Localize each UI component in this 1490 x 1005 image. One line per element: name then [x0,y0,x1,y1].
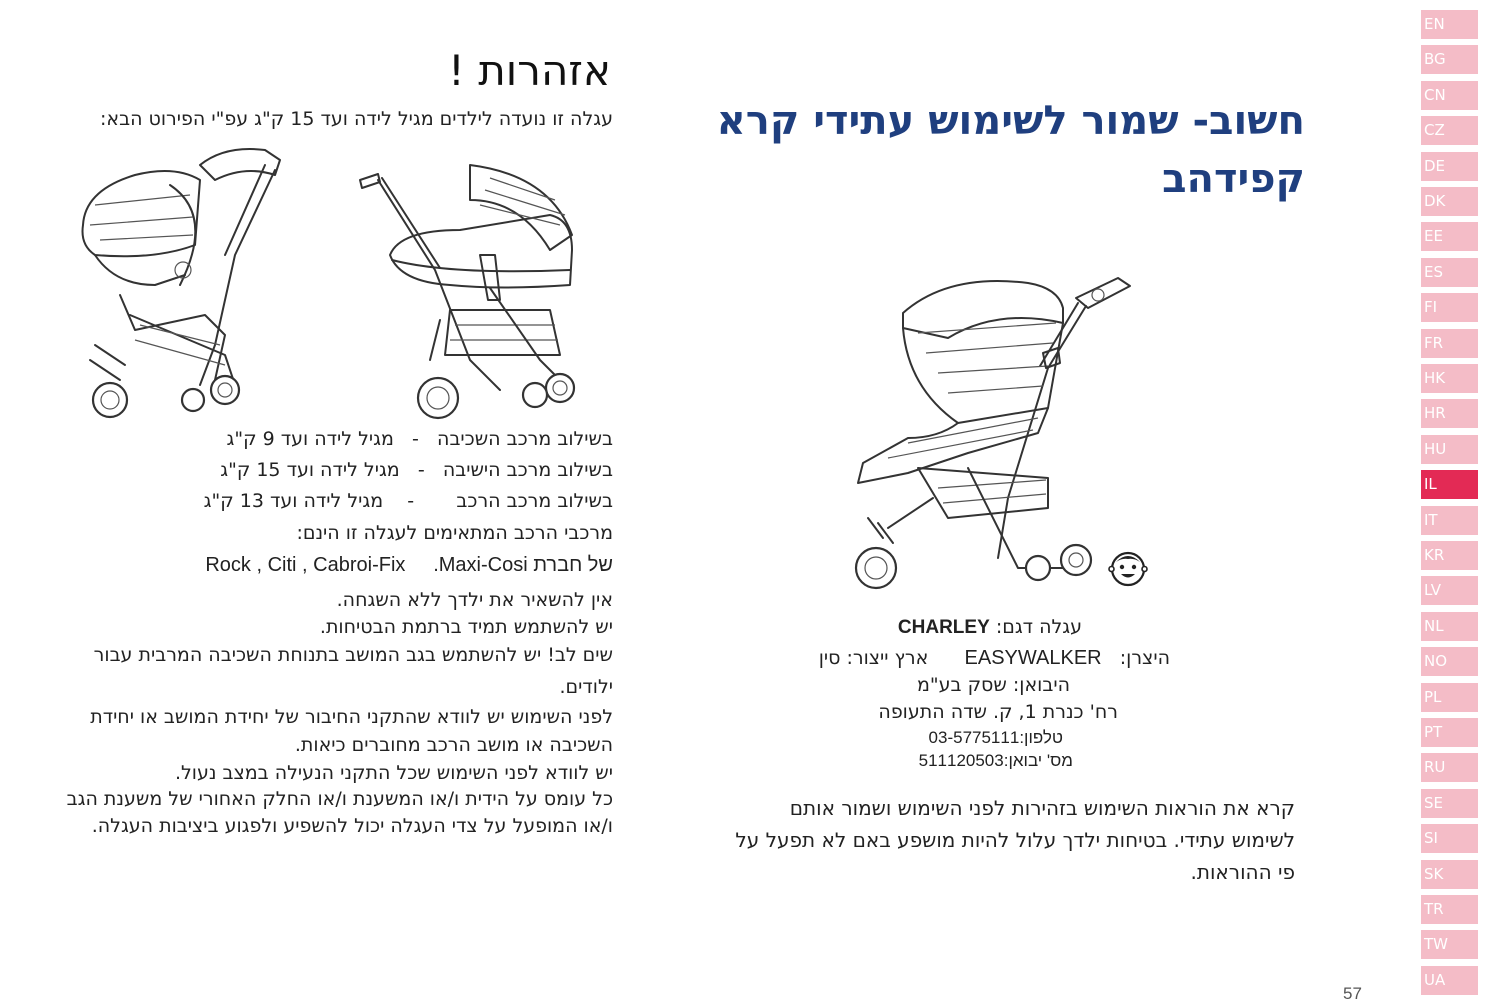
language-tab-cn[interactable]: CN [1421,81,1478,110]
combo-range: מגיל לידה ועד 13 ק"ג [203,490,384,512]
warnings-title: אזהרות ! [448,46,611,95]
origin: ארץ ייצור: סין [818,647,929,669]
car-seat-stroller-illustration [75,145,290,420]
combo-row-3 [204,490,613,512]
carrycot-stroller-illustration [350,160,580,420]
warning-line-4: ילודים. [559,676,613,698]
language-tab-ru[interactable]: RU [1421,753,1478,782]
language-tab-en[interactable]: EN [1421,10,1478,39]
warning-line-6: השכיבה או מושב הרכב מחוברים כיאות. [294,734,613,756]
phone-value: 03-5775111 [928,728,1020,747]
page-number: 57 [1343,984,1362,1003]
combo-row-1 [227,428,613,450]
combo-range: מגיל לידה ועד 15 ק"ג [220,459,400,481]
language-tab-dk[interactable]: DK [1421,187,1478,216]
importer-number-label: מס' יבואן: [1003,751,1073,770]
phone-line [929,728,1063,748]
importer-number-line [919,751,1073,771]
language-tab-it[interactable]: IT [1421,506,1478,535]
language-tab-es[interactable]: ES [1421,258,1478,287]
language-tab-hu[interactable]: HU [1421,435,1478,464]
importer-number-value: 511120503 [918,751,1004,770]
language-tab-no[interactable]: NO [1421,647,1478,676]
language-tab-se[interactable]: SE [1421,789,1478,818]
car-seats-label: מרכבי הרכב המתאימים לעגלה זו הינם: [296,522,613,544]
language-tab-hk[interactable]: HK [1421,364,1478,393]
warning-line-5: לפני השימוש יש לוודא שהתקני החיבור של יחידת המושב או יחידת [90,706,613,728]
model-label: עגלה דגם: [995,616,1082,638]
car-seats-brand: של חברת Maxi-Cosi. [433,554,613,576]
closing-paragraph [685,792,1295,888]
language-tab-tw[interactable]: TW [1421,930,1478,959]
address: רח' כנרת 1, ק. שדה התעופה [878,701,1118,723]
language-tab-sk[interactable]: SK [1421,860,1478,889]
language-tab-si[interactable]: SI [1421,824,1478,853]
model-line [898,616,1082,639]
language-tab-pt[interactable]: PT [1421,718,1478,747]
important-title: חשוב- שמור לשימוש עתידי קרא קפידהב [716,98,1305,202]
car-seats-line [205,551,613,580]
warning-line-9: ו/או המופעל על צדי העגלה יכול להשפיע ולפגוע ביציבות העגלה. [91,815,613,837]
language-tab-tr[interactable]: TR [1421,895,1478,924]
warning-line-3: שים לב! יש להשתמש בגב המושב בתנוחת השכיבה המרבית עבור [93,644,613,666]
warning-line-8: כל עומס על הידית ו/או המשענת ו/או החלק האחורי של משענת הגב [66,788,613,810]
combo-dash: - [412,428,419,450]
language-tab-fr[interactable]: FR [1421,329,1478,358]
combo-mode: בשילוב מרכב השכיבה [437,428,613,450]
combo-mode: בשילוב מרכב הישיבה [442,459,613,481]
warning-line-2: יש להשתמש תמיד ברתמת הבטיחות. [319,616,613,638]
combo-row-2 [220,459,613,481]
language-tab-pl[interactable]: PL [1421,683,1478,712]
manufacturer-label: היצרן: [1119,647,1170,669]
language-tab-cz[interactable]: CZ [1421,116,1478,145]
language-tab-ua[interactable]: UA [1421,966,1478,995]
baby-face-icon [1108,550,1148,588]
importer: היבואן: שסק בע"מ [917,674,1070,696]
language-tab-lv[interactable]: LV [1421,576,1478,605]
combo-dash: - [417,459,425,481]
manufacturer-value: EASYWALKER [964,647,1102,669]
language-tab-de[interactable]: DE [1421,152,1478,181]
warning-line-7: יש לוודא לפני השימוש שכל התקני הנעילה במצב נעול. [174,762,613,784]
language-tab-il[interactable]: IL [1421,470,1478,499]
manufacturer-line [819,647,1170,670]
language-tab-ee[interactable]: EE [1421,222,1478,251]
language-tab-nl[interactable]: NL [1421,612,1478,641]
stroller-illustration [848,268,1138,598]
warning-line-1: אין להשאיר את ילדך ללא השגחה. [336,589,613,611]
warnings-intro: עגלה זו נועדה לילדים מגיל לידה ועד 15 ק"ג עפ"י הפירוט הבא: [100,108,613,130]
phone-label: טלפון: [1019,728,1063,747]
closing-line: פי ההוראות. [1190,860,1295,884]
language-tab-hr[interactable]: HR [1421,399,1478,428]
model-value: CHARLEY [897,617,990,638]
language-tab-kr[interactable]: KR [1421,541,1478,570]
closing-line: לשימוש עתידי. בטיחות ילדך עלול להיות מושפע באם לא תפעל על [735,828,1295,852]
language-tab-fi[interactable]: FI [1421,293,1478,322]
combo-dash: - [407,490,415,512]
car-seats-models: Rock , Citi , Cabroi-Fix [205,554,406,576]
combo-range: מגיל לידה ועד 9 ק"ג [226,428,394,450]
language-tab-bg[interactable]: BG [1421,45,1478,74]
closing-line: קרא את הוראות השימוש בזהירות לפני השימוש ושמור אותם [789,796,1295,820]
combo-mode: בשילוב מרכב הרכב [456,490,613,512]
